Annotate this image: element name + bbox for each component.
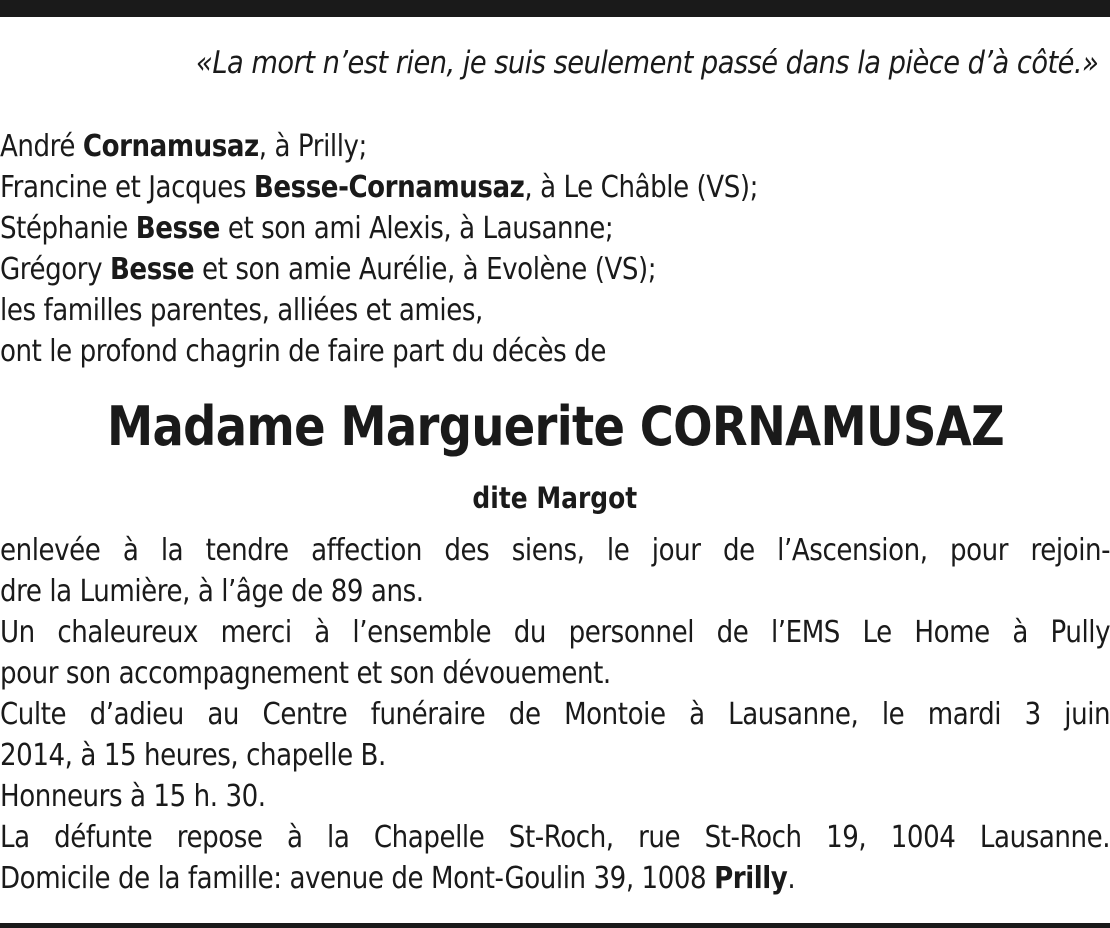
detail-line: dre la Lumière, à l’âge de 89 ans. xyxy=(0,574,424,609)
detail-line: 2014, à 15 heures, chapelle B. xyxy=(0,738,386,773)
detail-line: Honneurs à 15 h. 30. xyxy=(0,779,266,814)
epigraph-quote: «La mort n’est rien, je suis seulement passé dans la pièce d’à côté.» xyxy=(195,45,1098,81)
families-line: les familles parentes, alliées et amies, xyxy=(0,293,483,328)
detail-line: Un chaleureux merci à l’ensemble du personnel de l’EMS Le Home à Pully xyxy=(0,615,1110,650)
domicile-line: Domicile de la famille: avenue de Mont-Goulin 39, 1008 Prilly. xyxy=(0,861,796,896)
mourner-line: Grégory Besse et son amie Aurélie, à Evolène (VS); xyxy=(0,252,657,287)
mourner-line: Stéphanie Besse et son ami Alexis, à Lausanne; xyxy=(0,211,614,246)
notice-details xyxy=(0,530,1110,899)
deceased-alias: dite Margot xyxy=(472,481,638,515)
mourner-line: Francine et Jacques Besse-Cornamusaz, à Le Châble (VS); xyxy=(0,170,758,205)
detail-line: Culte d’adieu au Centre funéraire de Montoie à Lausanne, le mardi 3 juin xyxy=(0,697,1110,732)
detail-line: pour son accompagnement et son dévouement. xyxy=(0,656,611,691)
detail-line: enlevée à la tendre affection des siens, le jour de l’Ascension, pour rejoin- xyxy=(0,533,1110,568)
bottom-border-rule xyxy=(0,923,1110,928)
announcement-line: ont le profond chagrin de faire part du décès de xyxy=(0,334,606,369)
mourners-list xyxy=(0,126,1110,372)
deceased-name: Madame Marguerite CORNAMUSAZ xyxy=(106,395,1004,458)
top-border-rule xyxy=(0,0,1110,17)
detail-line: La défunte repose à la Chapelle St-Roch, rue St-Roch 19, 1004 Lausanne. xyxy=(0,820,1110,855)
mourner-line: André Cornamusaz, à Prilly; xyxy=(0,129,367,164)
